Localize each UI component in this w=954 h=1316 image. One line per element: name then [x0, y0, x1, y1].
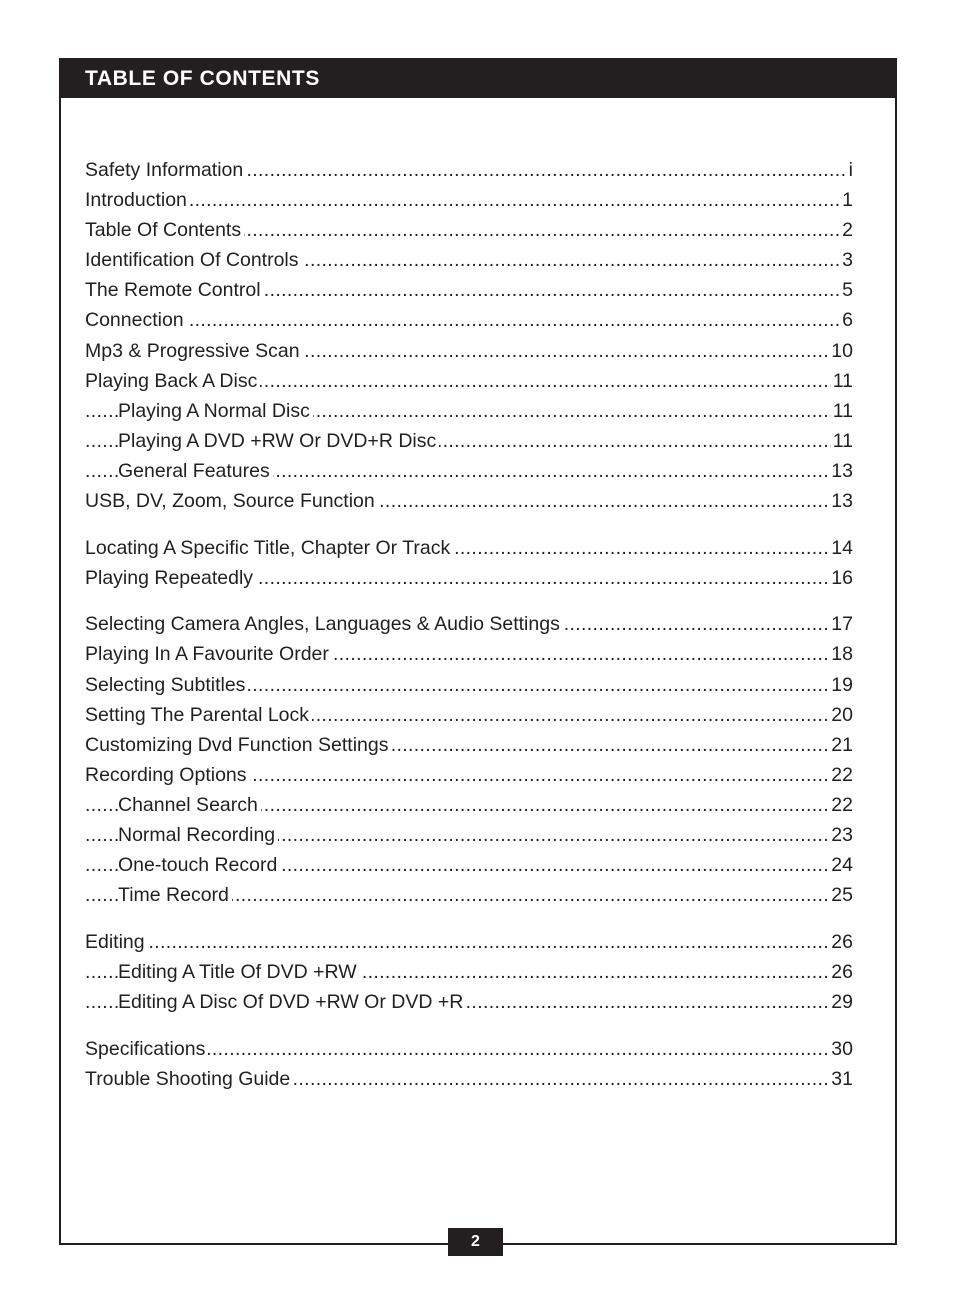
toc-entry-title: Identification Of Controls	[85, 249, 302, 271]
toc-entry-page: 14	[829, 533, 853, 563]
toc-entry[interactable]	[85, 366, 853, 396]
toc-entry-page: 16	[829, 563, 853, 593]
toc-entry-page: 23	[829, 820, 853, 850]
toc-entry[interactable]	[85, 185, 853, 215]
toc-entry[interactable]	[85, 486, 853, 516]
toc-entry[interactable]	[85, 639, 853, 669]
toc-entry-page: 25	[829, 880, 853, 910]
toc-entry-page: 18	[829, 639, 853, 669]
toc-subentry[interactable]	[85, 820, 853, 850]
toc-entry-title: The Remote Control	[85, 279, 264, 301]
toc-entry-page: 10	[829, 336, 853, 366]
toc-subentry[interactable]	[85, 987, 853, 1017]
toc-subentry[interactable]	[85, 456, 853, 486]
toc-entry-page: 26	[829, 927, 853, 957]
toc-entry[interactable]	[85, 245, 853, 275]
toc-entry-page: 11	[831, 366, 853, 396]
toc-entry[interactable]	[85, 336, 853, 366]
toc-entry-title: Mp3 & Progressive Scan	[85, 340, 303, 362]
toc-entry[interactable]	[85, 1064, 853, 1094]
toc-entry[interactable]	[85, 1034, 853, 1064]
toc-entry-title: Editing	[85, 931, 148, 953]
toc-subentry[interactable]	[85, 880, 853, 910]
section-header	[59, 58, 897, 98]
toc-entry-page: 19	[829, 670, 853, 700]
toc-entry-page: 22	[829, 760, 853, 790]
toc-entry-page: 21	[829, 730, 853, 760]
toc-entry-title: Channel Search	[118, 794, 261, 816]
toc-entry-page: 2	[840, 215, 853, 245]
toc-entry-page: 11	[831, 396, 853, 426]
toc-entry[interactable]	[85, 533, 853, 563]
toc-subentry[interactable]	[85, 396, 853, 426]
toc-entry-title: Playing A Normal Disc	[118, 400, 313, 422]
toc-entry-page: 13	[829, 456, 853, 486]
toc-entry[interactable]	[85, 563, 853, 593]
toc-entry-page: 17	[829, 609, 853, 639]
toc-subentry[interactable]	[85, 790, 853, 820]
toc-entry-title: Playing Repeatedly	[85, 567, 256, 589]
toc-entry-page: 3	[840, 245, 853, 275]
toc-entry[interactable]	[85, 275, 853, 305]
toc-entry[interactable]	[85, 215, 853, 245]
toc-entry[interactable]	[85, 730, 853, 760]
toc-entry-title: Playing Back A Disc	[85, 370, 260, 392]
page-title: TABLE OF CONTENTS	[85, 67, 320, 90]
toc-entry-title: Setting The Parental Lock	[85, 704, 312, 726]
toc-entry-title: USB, DV, Zoom, Source Function	[85, 490, 378, 512]
toc-entry-page: 1	[840, 185, 853, 215]
toc-entry-title: Time Record	[118, 884, 232, 906]
toc-entry[interactable]	[85, 155, 853, 185]
toc-entry-page: 24	[829, 850, 853, 880]
toc-entry-page: 5	[840, 275, 853, 305]
toc-entry-page: 13	[829, 486, 853, 516]
toc-entry-title: Connection	[85, 309, 187, 331]
toc-entry-title: Playing A DVD +RW Or DVD+R Disc	[118, 430, 439, 452]
toc-entry-title: Selecting Subtitles	[85, 674, 248, 696]
toc-entry[interactable]	[85, 927, 853, 957]
toc-entry-page: 11	[831, 426, 853, 456]
toc-entry-title: One-touch Record	[118, 854, 280, 876]
toc-entry-title: Specifications	[85, 1038, 208, 1060]
toc-entry[interactable]	[85, 670, 853, 700]
toc-subentry[interactable]	[85, 850, 853, 880]
toc-entry-title: Editing A Disc Of DVD +RW Or DVD +R	[118, 991, 466, 1013]
toc-entry-title: Trouble Shooting Guide	[85, 1068, 293, 1090]
toc-entry-title: Safety Information	[85, 159, 246, 181]
toc-entry[interactable]	[85, 609, 853, 639]
toc-entry-page: 26	[829, 957, 853, 987]
toc-entry-title: Introduction	[85, 189, 190, 211]
toc-entry-title: Playing In A Favourite Order	[85, 643, 332, 665]
page-number-badge: 2	[448, 1228, 503, 1256]
toc-entry-title: Normal Recording	[118, 824, 278, 846]
toc-subentry[interactable]	[85, 957, 853, 987]
dot-leader	[85, 927, 853, 957]
toc-entry-page: 29	[829, 987, 853, 1017]
toc-entry-title: Table Of Contents	[85, 219, 244, 241]
toc-entry-title: Selecting Camera Angles, Languages & Audio Settings	[85, 613, 563, 635]
toc-entry-title: General Features	[118, 460, 273, 482]
toc-entry-title: Recording Options	[85, 764, 250, 786]
toc-entry[interactable]	[85, 760, 853, 790]
toc-entry[interactable]	[85, 700, 853, 730]
toc-entry-title: Customizing Dvd Function Settings	[85, 734, 391, 756]
toc-entry-page: 30	[829, 1034, 853, 1064]
toc-entry-title: Locating A Specific Title, Chapter Or Track	[85, 537, 453, 559]
dot-leader	[85, 305, 853, 335]
toc-entry-page: 6	[840, 305, 853, 335]
toc-entry-page: i	[847, 155, 853, 185]
toc-entry-page: 31	[829, 1064, 853, 1094]
toc-entry-title: Editing A Title Of DVD +RW	[118, 961, 360, 983]
toc-entry-page: 20	[829, 700, 853, 730]
dot-leader	[85, 185, 853, 215]
toc-entry[interactable]	[85, 305, 853, 335]
table-of-contents-list	[85, 155, 853, 1094]
toc-entry-page: 22	[829, 790, 853, 820]
toc-subentry[interactable]	[85, 426, 853, 456]
